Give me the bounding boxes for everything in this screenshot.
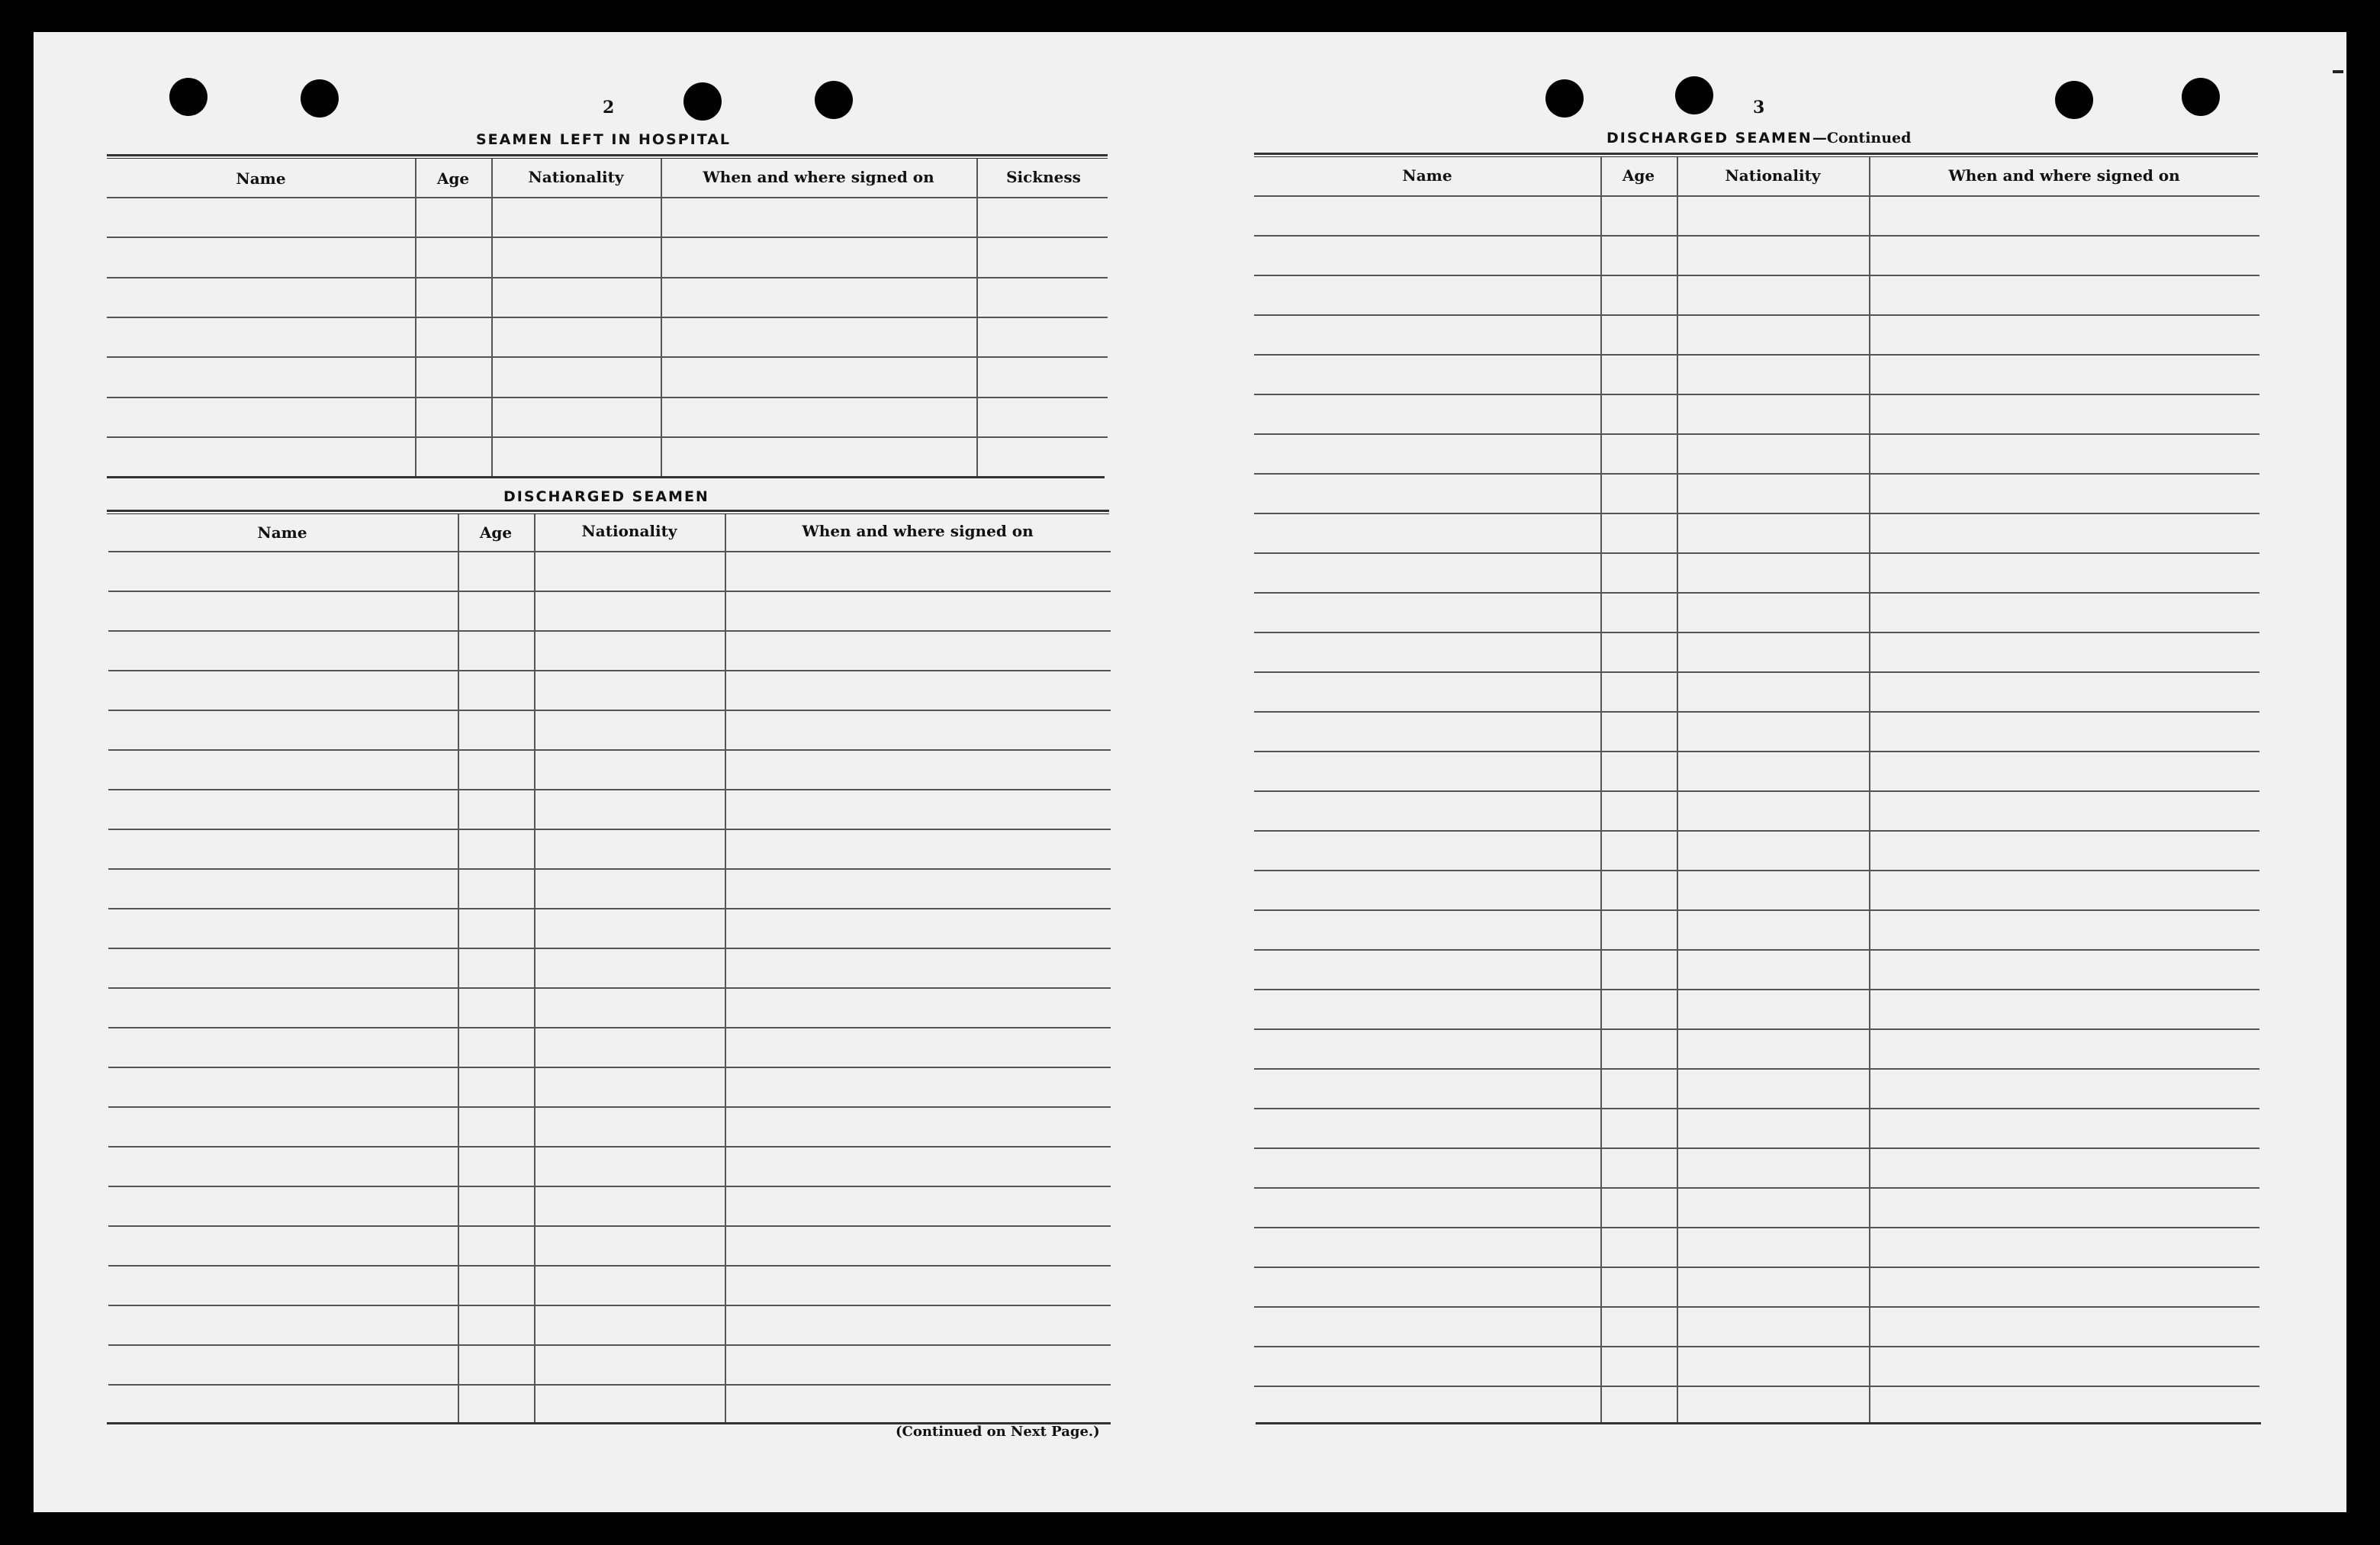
ruled-row-line [1254, 433, 2259, 435]
hospital-col-signed-on: When and where signed on [703, 168, 934, 186]
ruled-row-line [108, 1344, 1111, 1346]
hospital-col-nationality: Nationality [528, 168, 624, 186]
ruled-row-line [107, 317, 1108, 318]
column-divider [976, 159, 978, 476]
ruled-row-line [1254, 1108, 2259, 1109]
ruled-row-line [1254, 473, 2259, 475]
column-divider [534, 514, 536, 1422]
ruled-row-line [1254, 671, 2259, 673]
discharged-col-signed-on: When and where signed on [802, 522, 1034, 540]
document-sheet [34, 32, 2346, 1512]
hospital-col-age: Age [436, 169, 470, 188]
discharged-col-name: Name [257, 523, 307, 542]
ruled-row-line [1254, 870, 2259, 871]
punch-hole [2182, 78, 2220, 116]
ruled-row-line [108, 749, 1111, 751]
ruled-row-line [1254, 513, 2259, 514]
ruled-row-line [108, 1384, 1111, 1386]
ruled-row-line [108, 948, 1111, 949]
right-col-nationality: Nationality [1725, 166, 1821, 185]
ruled-row-line [108, 1146, 1111, 1147]
ruled-row-line [1254, 1147, 2259, 1149]
ruled-row-line [1254, 1187, 2259, 1189]
punch-hole [169, 78, 207, 116]
ruled-row-line [107, 197, 1108, 198]
ruled-row-line [1254, 235, 2259, 237]
right-col-signed-on: When and where signed on [1948, 166, 2180, 185]
ruled-row-line [108, 1305, 1111, 1306]
hospital-table-top-rule [107, 154, 1108, 159]
ruled-row-line [1254, 1346, 2259, 1347]
ruled-row-line [1254, 830, 2259, 832]
ruled-row-line [108, 789, 1111, 790]
discharged-col-nationality: Nationality [581, 522, 677, 540]
column-divider [661, 159, 662, 476]
ruled-row-line [1254, 790, 2259, 792]
right-table-bottom-rule [1256, 1422, 2261, 1424]
continued-title-text: DISCHARGED SEAMEN [1606, 130, 1812, 146]
ruled-row-line [1254, 592, 2259, 594]
discharged-col-age: Age [479, 523, 513, 542]
ruled-row-line [1254, 1227, 2259, 1228]
ruled-row-line [108, 551, 1111, 552]
ruled-row-line [1254, 989, 2259, 990]
right-table-top-rule [1254, 153, 2258, 157]
ruled-row-line [108, 1265, 1111, 1267]
ruled-row-line [1254, 195, 2259, 197]
ruled-row-line [108, 670, 1111, 671]
hospital-col-sickness: Sickness [1006, 168, 1081, 186]
ruled-row-line [107, 397, 1108, 398]
punch-hole [683, 82, 722, 121]
punch-hole [2055, 81, 2093, 119]
ruled-row-line [1254, 1068, 2259, 1070]
continued-note: (Continued on Next Page.) [896, 1424, 1100, 1440]
ruled-row-line [1254, 949, 2259, 951]
ruled-row-line [1254, 354, 2259, 356]
column-divider [491, 159, 493, 476]
ruled-row-line [1254, 1386, 2259, 1387]
right-col-name: Name [1402, 166, 1452, 185]
ruled-row-line [107, 356, 1108, 358]
binding-mark [2333, 70, 2343, 73]
page-number-left: 2 [603, 98, 615, 117]
ruled-row-line [1254, 552, 2259, 554]
continued-section-title [1606, 130, 1911, 146]
ruled-row-line [108, 829, 1111, 830]
column-divider [725, 514, 726, 1422]
ruled-row-line [1254, 711, 2259, 713]
punch-hole [1545, 79, 1584, 117]
right-col-age: Age [1622, 166, 1655, 185]
ruled-row-line [107, 277, 1108, 278]
ruled-row-line [108, 710, 1111, 711]
hospital-section-title: SEAMEN LEFT IN HOSPITAL [476, 131, 732, 148]
ruled-row-line [108, 1225, 1111, 1227]
ruled-row-line [108, 908, 1111, 909]
ruled-row-line [1254, 909, 2259, 911]
column-divider [1600, 157, 1602, 1422]
discharged-section-title: DISCHARGED SEAMEN [503, 488, 709, 505]
ruled-row-line [108, 1186, 1111, 1187]
ruled-row-line [108, 630, 1111, 632]
ruled-row-line [1254, 1306, 2259, 1308]
ruled-row-line [108, 868, 1111, 870]
ruled-row-line [107, 237, 1108, 238]
punch-hole [1675, 76, 1713, 114]
hospital-table-bottom-rule [107, 476, 1105, 478]
ruled-row-line [108, 591, 1111, 592]
punch-hole [301, 79, 339, 117]
ruled-row-line [108, 1027, 1111, 1028]
ruled-row-line [108, 1067, 1111, 1068]
discharged-table-top-rule [107, 510, 1109, 514]
column-divider [415, 159, 416, 476]
ruled-row-line [1254, 394, 2259, 395]
ruled-row-line [1254, 275, 2259, 276]
column-divider [458, 514, 459, 1422]
ruled-row-line [1254, 1267, 2259, 1268]
ruled-row-line [108, 1106, 1111, 1108]
column-divider [1869, 157, 1870, 1422]
ruled-row-line [108, 987, 1111, 989]
ruled-row-line [1254, 1028, 2259, 1030]
continued-title-suffix: —Continued [1812, 130, 1912, 146]
column-divider [1677, 157, 1678, 1422]
ruled-row-line [1254, 314, 2259, 316]
punch-hole [815, 81, 853, 119]
hospital-col-name: Name [236, 169, 286, 188]
ruled-row-line [1254, 751, 2259, 752]
page-number-right: 3 [1753, 98, 1765, 117]
ruled-row-line [107, 436, 1108, 438]
ruled-row-line [1254, 632, 2259, 633]
